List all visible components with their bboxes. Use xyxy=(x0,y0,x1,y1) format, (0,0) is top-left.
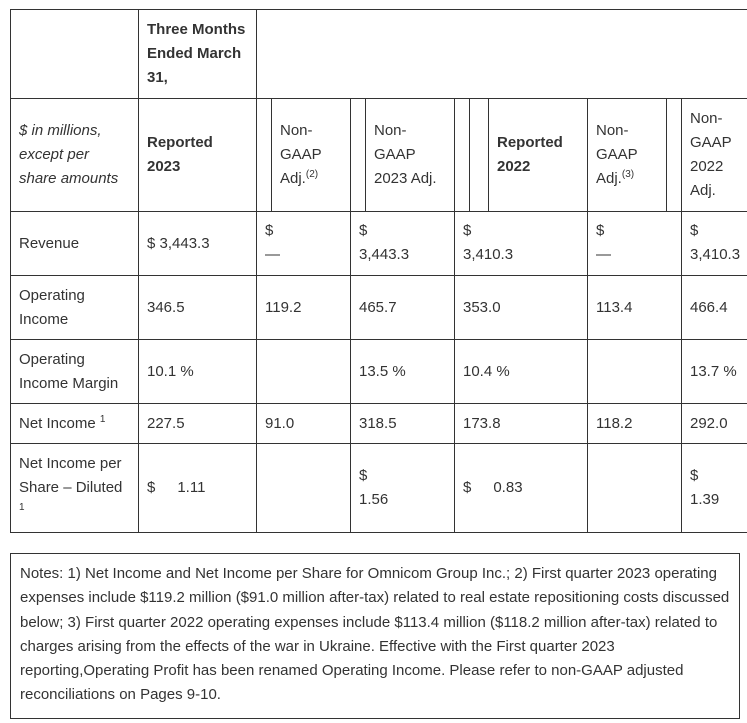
cell-adj-2023 xyxy=(257,212,351,276)
spacer-cell xyxy=(455,99,470,212)
cell-value: 3,410.3 xyxy=(690,246,741,263)
spacer-cell xyxy=(351,99,366,212)
cell-nongaap-2023: 13.5 % xyxy=(351,340,455,404)
table-row xyxy=(11,276,747,340)
row-label-text: Net Income per Share – Diluted xyxy=(19,455,123,496)
cell-nongaap-2022 xyxy=(682,444,747,533)
financial-table xyxy=(10,9,747,533)
row-label: Revenue xyxy=(11,212,139,276)
cell-reported-2023: 227.5 xyxy=(139,404,257,444)
cell-reported-2023: 346.5 xyxy=(139,276,257,340)
footnote-marker: 1 xyxy=(19,502,25,513)
cell-reported-2022: 10.4 % xyxy=(455,340,588,404)
cell-value: 1.56 xyxy=(359,491,389,508)
cell-nongaap-2022: 466.4 xyxy=(682,276,747,340)
currency-symbol: $ xyxy=(359,222,368,239)
col-adj-2023-label: Non-GAAP Adj. xyxy=(280,122,322,187)
currency-symbol: $ xyxy=(596,222,605,239)
currency-symbol: $ xyxy=(690,467,699,484)
cell-reported-2023 xyxy=(139,444,257,533)
currency-symbol: $ xyxy=(147,479,156,496)
cell-adj-2023 xyxy=(257,340,351,404)
table-row xyxy=(11,212,747,276)
cell-nongaap-2023: 318.5 xyxy=(351,404,455,444)
spacer-cell xyxy=(257,99,272,212)
col-nongaap-2023: Non-GAAP 2023 Adj. xyxy=(366,99,455,212)
cell-adj-2022: 113.4 xyxy=(588,276,682,340)
units-label: $ in millions, except per share amounts xyxy=(11,99,139,212)
cell-nongaap-2023 xyxy=(351,444,455,533)
cell-reported-2022 xyxy=(455,444,588,533)
currency-symbol: $ xyxy=(359,467,368,484)
header-row-period xyxy=(11,10,747,99)
cell-value: 1.11 xyxy=(177,479,206,496)
row-label-text: Net Income xyxy=(19,414,96,432)
cell-nongaap-2023: 465.7 xyxy=(351,276,455,340)
cell-reported-2022: 173.8 xyxy=(455,404,588,444)
cell-adj-2022 xyxy=(588,212,682,276)
cell-nongaap-2022 xyxy=(682,212,747,276)
col-adj-2023 xyxy=(272,99,351,212)
currency-symbol: $ xyxy=(690,222,699,239)
cell-adj-2023 xyxy=(257,444,351,533)
header-blank-span xyxy=(257,10,747,99)
row-label xyxy=(11,404,139,444)
currency-symbol: $ xyxy=(463,222,472,239)
cell-reported-2023: 10.1 % xyxy=(139,340,257,404)
cell-reported-2023: $ 3,443.3 xyxy=(139,212,257,276)
table-row xyxy=(11,444,747,533)
row-label xyxy=(11,444,139,533)
row-label: Operating Income xyxy=(11,276,139,340)
currency-symbol: $ xyxy=(463,479,472,496)
table-row xyxy=(11,340,747,404)
col-reported-2022: Reported 2022 xyxy=(489,99,588,212)
col-reported-2023: Reported 2023 xyxy=(139,99,257,212)
currency-symbol: $ xyxy=(265,222,274,239)
cell-nongaap-2022: 13.7 % xyxy=(682,340,747,404)
col-adj-2023-note: (2) xyxy=(305,169,319,180)
spacer-cell xyxy=(667,99,682,212)
cell-value: — xyxy=(596,246,611,263)
col-adj-2022-note: (3) xyxy=(621,169,635,180)
cell-adj-2022 xyxy=(588,444,682,533)
col-nongaap-2022: Non-GAAP 2022 Adj. xyxy=(682,99,747,212)
col-adj-2022 xyxy=(588,99,667,212)
col-adj-2022-label: Non-GAAP Adj. xyxy=(596,122,638,187)
notes-box: Notes: 1) Net Income and Net Income per Share for Omnicom Group Inc.; 2) First quarter 2023 operating expenses include $119.2 million ($91.0 million after-tax) related to real estate repositioning costs discussed below; 3) First quarter 2022 operating expenses include $113.4 million ($118.2 million after-tax) related to charges arising from the effects of the war in Ukraine. Effective with the First quarter 2023 reporting,Operating Profit has been renamed Operating Income. Please refer to non-GAAP adjusted reconciliations on Pages 9-10. xyxy=(10,553,740,719)
header-row-columns xyxy=(11,99,747,212)
cell-nongaap-2023 xyxy=(351,212,455,276)
cell-reported-2022: 353.0 xyxy=(455,276,588,340)
table-row xyxy=(11,404,747,444)
cell-value: — xyxy=(265,246,280,263)
cell-adj-2022: 118.2 xyxy=(588,404,682,444)
cell-value: 3,410.3 xyxy=(463,246,514,263)
cell-adj-2022 xyxy=(588,340,682,404)
cell-value: 1.39 xyxy=(690,491,720,508)
cell-adj-2023: 119.2 xyxy=(257,276,351,340)
row-label: Operating Income Margin xyxy=(11,340,139,404)
cell-nongaap-2022: 292.0 xyxy=(682,404,747,444)
cell-adj-2023: 91.0 xyxy=(257,404,351,444)
period-label: Three Months Ended March 31, xyxy=(139,10,257,99)
cell-value: 0.83 xyxy=(493,479,523,496)
footnote-marker: 1 xyxy=(99,413,106,425)
spacer-cell xyxy=(470,99,489,212)
header-blank-cell xyxy=(11,10,139,99)
cell-reported-2022 xyxy=(455,212,588,276)
cell-value: 3,443.3 xyxy=(359,246,410,263)
